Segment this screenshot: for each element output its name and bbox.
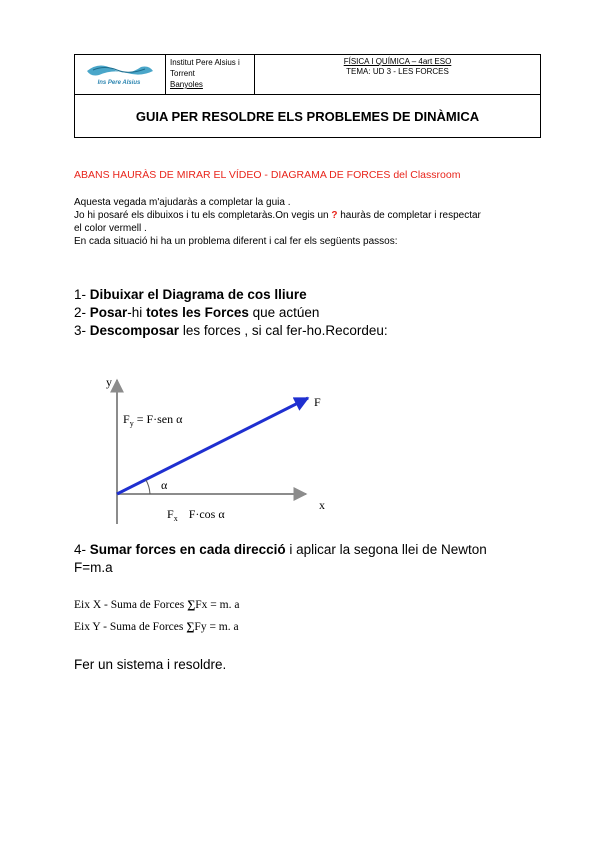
school-town: Banyoles — [170, 80, 203, 89]
intro-line: Aquesta vegada m'ajudaràs a completar la guia . — [74, 197, 291, 208]
angle-arc — [146, 480, 150, 494]
logo-text: Ins Pere Alsius — [97, 80, 141, 86]
step-2: 2- Posar-hi totes les Forces que actúen — [74, 305, 320, 320]
school-logo — [79, 57, 159, 87]
logo-cell — [75, 55, 166, 95]
step-3: 3- Descomposar les forces , si cal fer-ho.Recordeu: — [74, 323, 388, 338]
intro-line: Jo hi posaré els dibuixos i tu els completaràs.On vegis un ? hauràs de completar i respectar — [74, 210, 481, 221]
unit-name: TEMA: UD 3 - LES FORCES — [346, 67, 449, 76]
school-name: Institut Pere Alsius i Torrent — [170, 58, 240, 78]
subject-name: FÍSICA I QUÍMICA – 4art ESO — [343, 57, 452, 66]
video-notice: ABANS HAURÀS DE MIRAR EL VÍDEO - DIAGRAMA DE FORCES del Classroom — [74, 169, 461, 181]
step-4: 4- Sumar forces en cada direcció i aplicar la segona llei de Newton F=m.a — [74, 542, 487, 575]
header-table — [74, 54, 541, 138]
question-mark: ? — [331, 210, 338, 221]
fy-label: $F_y = F\cdot sen$ α — [123, 412, 183, 428]
fx-label: $F_x$ F·cos α — [167, 507, 225, 523]
y-axis-label: y — [106, 375, 112, 389]
subject-cell — [255, 55, 541, 95]
final-instruction: Fer un sistema i resoldre. — [74, 657, 227, 672]
step-1: 1- Dibuixar el Diagrama de cos lliure — [74, 287, 307, 302]
x-axis-label: x — [319, 498, 325, 512]
intro-line: En cada situació hi ha un problema diferent i cal fer els següents passos: — [74, 236, 398, 247]
intro-text — [74, 196, 544, 248]
page-title: GUIA PER RESOLDRE ELS PROBLEMES DE DINÀMICA — [75, 95, 541, 138]
steps-list — [74, 286, 388, 340]
force-decomposition-diagram — [70, 366, 342, 531]
intro-line: el color vermell . — [74, 223, 147, 234]
school-cell — [166, 55, 255, 95]
force-label: F — [314, 395, 321, 409]
equation-x: Eix X - Suma de Forces ∑Fx = m. a — [74, 599, 240, 611]
equation-y: Eix Y - Suma de Forces ∑Fy = m. a — [74, 621, 239, 633]
angle-label: α — [161, 478, 168, 492]
